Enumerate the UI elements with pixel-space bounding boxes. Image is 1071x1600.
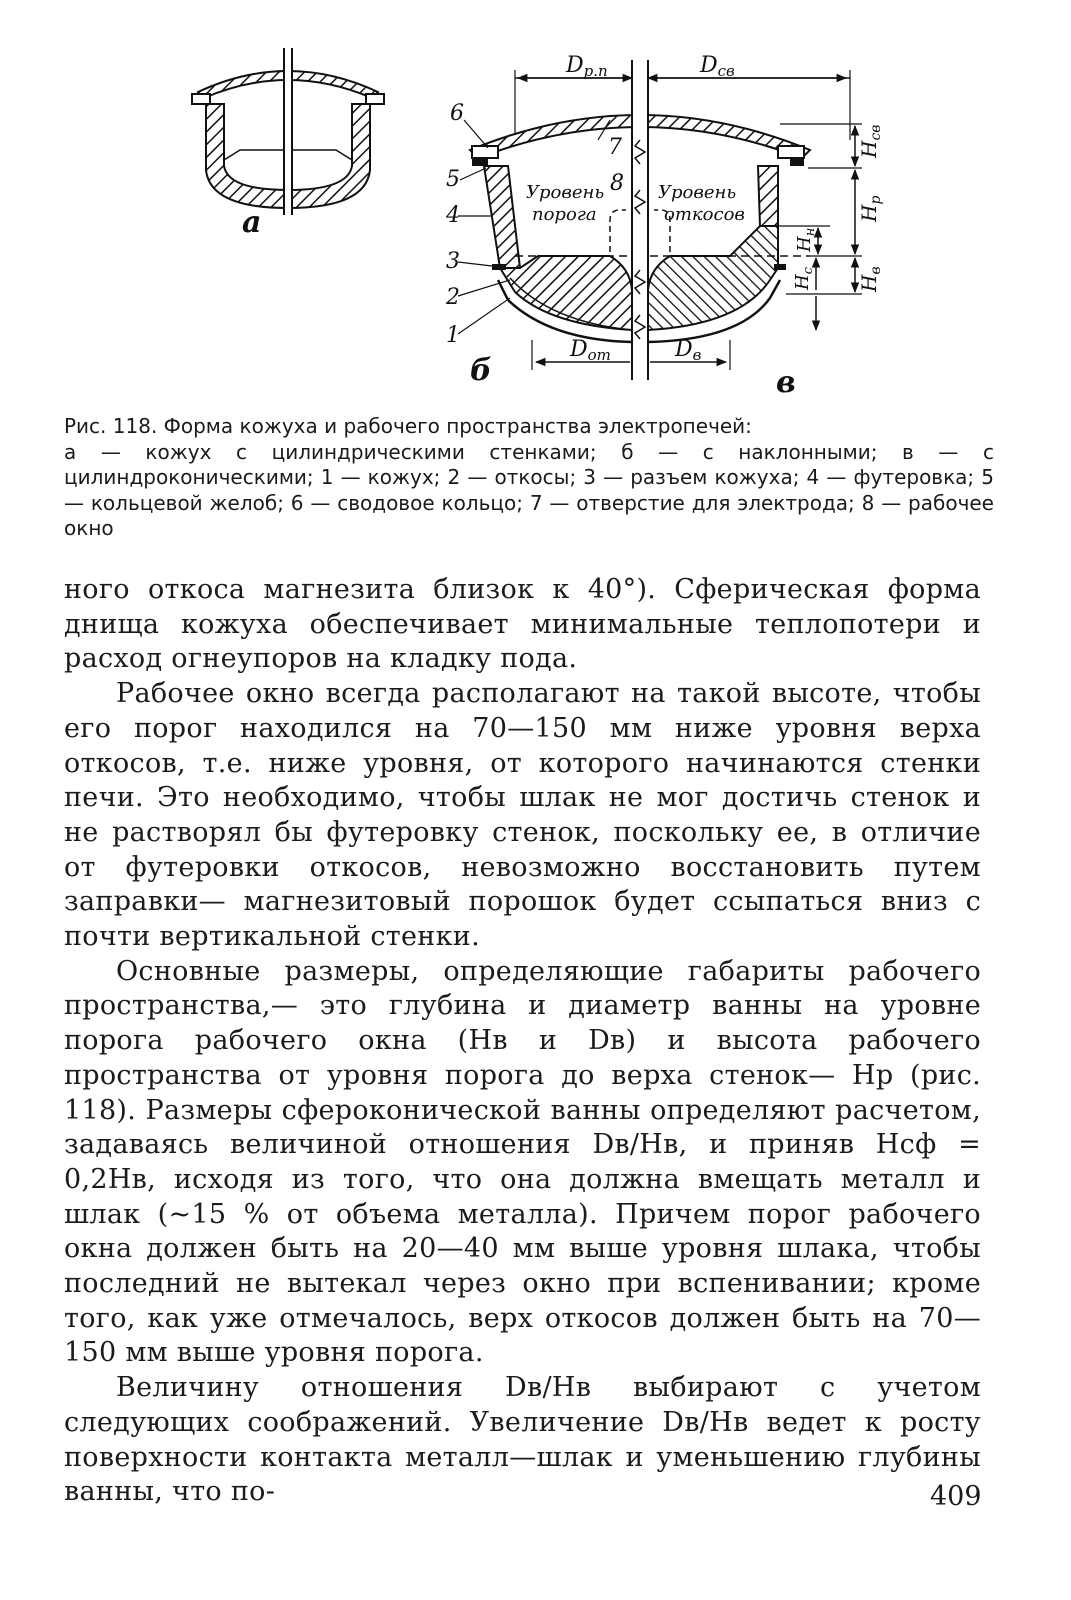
part-number-7: 7 bbox=[608, 135, 622, 160]
dim-d-sv-sub: св bbox=[717, 62, 735, 80]
dim-d-rp-main: D bbox=[566, 53, 584, 78]
figure-118 bbox=[170, 40, 1010, 410]
dim-label-h-s bbox=[792, 266, 816, 291]
part-number-6: 6 bbox=[450, 101, 464, 126]
level-slopes-line1: Уровень bbox=[658, 182, 737, 203]
furnace-diagram bbox=[170, 40, 1010, 410]
level-slopes-label bbox=[658, 182, 745, 225]
dim-h-r-main: H bbox=[857, 204, 881, 222]
svg-text:Hр bbox=[857, 196, 884, 223]
dim-d-rp-sub: р.п bbox=[583, 62, 608, 80]
paragraph-2: Рабочее окно всегда располагают на такой высоте, чтобы его порог находился на 70—150 мм ниже уровня верха откосов, т.е. ниже уровня, от которого начинаются стенки печи. Это необходимо, чтобы шлак не мог достичь стенок и не растворял бы футеровку стенок, поскольку ее, в отличие от футеровки откосов, невозможно восстановить путем заправки— магнезитовый порошок будет ссыпаться вниз с почти вертикальной стенки. bbox=[64, 678, 981, 953]
figure-caption bbox=[64, 414, 994, 542]
dim-label-d-rp bbox=[565, 53, 608, 80]
part-number-3: 3 bbox=[446, 249, 460, 274]
dim-h-n-main: H bbox=[794, 236, 815, 252]
dim-h-r-sub: р bbox=[868, 195, 884, 205]
dim-h-n-sub: н bbox=[803, 227, 818, 237]
dim-label-h-sv bbox=[857, 125, 884, 159]
caption-title: Рис. 118. Форма кожуха и рабочего пространства электропечей: bbox=[64, 414, 752, 438]
level-threshold-line1: Уровень bbox=[526, 182, 605, 203]
level-threshold-line2: порога bbox=[532, 204, 597, 225]
dim-h-sv-main: H bbox=[857, 140, 881, 158]
dim-d-v-main: D bbox=[675, 337, 693, 362]
panel-bv-drawing bbox=[458, 60, 862, 380]
part-number-4: 4 bbox=[446, 203, 460, 228]
paragraph-1: ного откоса магнезита близок к 40°). Сферическая форма днища кожуха обеспечивает минимальные теплопотери и расход огнеупоров на кладку пода. bbox=[64, 574, 981, 675]
dim-label-h-n bbox=[794, 228, 818, 253]
panel-a-drawing bbox=[192, 48, 384, 215]
dim-d-ot-main: D bbox=[570, 337, 588, 362]
dim-h-sv-sub: св bbox=[868, 124, 884, 141]
svg-text:Hв bbox=[857, 266, 884, 293]
level-slopes-line2: откосов bbox=[664, 204, 745, 225]
part-number-2: 2 bbox=[446, 285, 460, 310]
dim-d-sv-main: D bbox=[700, 53, 718, 78]
dim-d-v-sub: в bbox=[692, 346, 702, 364]
caption-legend: а — кожух с цилиндрическими стенками; б — с наклонными; в — с цилиндроконическими; 1 — кожух; 2 — откосы; 3 — разъем кожуха; 4 — футеровка; 5 — кольцевой желоб; 6 — сводовое кольцо; 7 — отверстие для электрода; 8 — рабочее окно bbox=[64, 439, 994, 540]
svg-text:Hсв bbox=[857, 125, 884, 159]
paragraph-4: Величину отношения Dв/Hв выбирают с учетом следующих соображений. Увеличение Dв/Hв ведет к росту поверхности контакта металл—шлак и уменьшению глубины ванны, что по- bbox=[64, 1372, 981, 1508]
panel-label-v: в bbox=[776, 365, 796, 400]
panel-label-a: а bbox=[242, 205, 262, 240]
part-number-5: 5 bbox=[446, 167, 460, 192]
svg-text:Hс bbox=[792, 266, 816, 291]
dim-label-d-v bbox=[674, 337, 702, 364]
part-number-8: 8 bbox=[610, 171, 624, 196]
dim-label-d-sv bbox=[699, 53, 735, 80]
dim-label-h-v bbox=[857, 266, 884, 293]
level-threshold-label bbox=[526, 182, 610, 225]
dim-h-s-sub: с bbox=[801, 267, 816, 275]
body-text bbox=[64, 573, 981, 1510]
dim-h-v-main: H bbox=[857, 274, 881, 292]
dim-d-ot-sub: от bbox=[587, 346, 611, 364]
page-number: 409 bbox=[930, 1481, 982, 1512]
dim-h-s-main: H bbox=[792, 274, 813, 290]
paragraph-3: Основные размеры, определяющие габариты рабочего пространства,— это глубина и диаметр ванны на уровне порога рабочего окна (Hв и Dв) и высота рабочего пространства от уровня порога до верха стенок— Hр (рис. 118). Размеры сфероконической ванны определяют расчетом, задаваясь величиной отношения Dв/Hв, и приняв Hсф = 0,2Hв, исходя из того, что она должна вмещать металл и шлак (~15 % от объема металла). Причем порог рабочего окна должен быть на 20—40 мм выше уровня шлака, чтобы последний не вытекал через окно при вспенивании; кроме того, как уже отмечалось, верх откосов должен быть на 70—150 мм выше уровня порога. bbox=[64, 955, 981, 1369]
dim-label-h-r bbox=[857, 196, 884, 223]
panel-label-b: б bbox=[470, 353, 492, 388]
svg-text:Hн bbox=[794, 228, 818, 253]
dim-h-v-sub: в bbox=[868, 266, 884, 275]
part-number-1: 1 bbox=[446, 323, 460, 348]
